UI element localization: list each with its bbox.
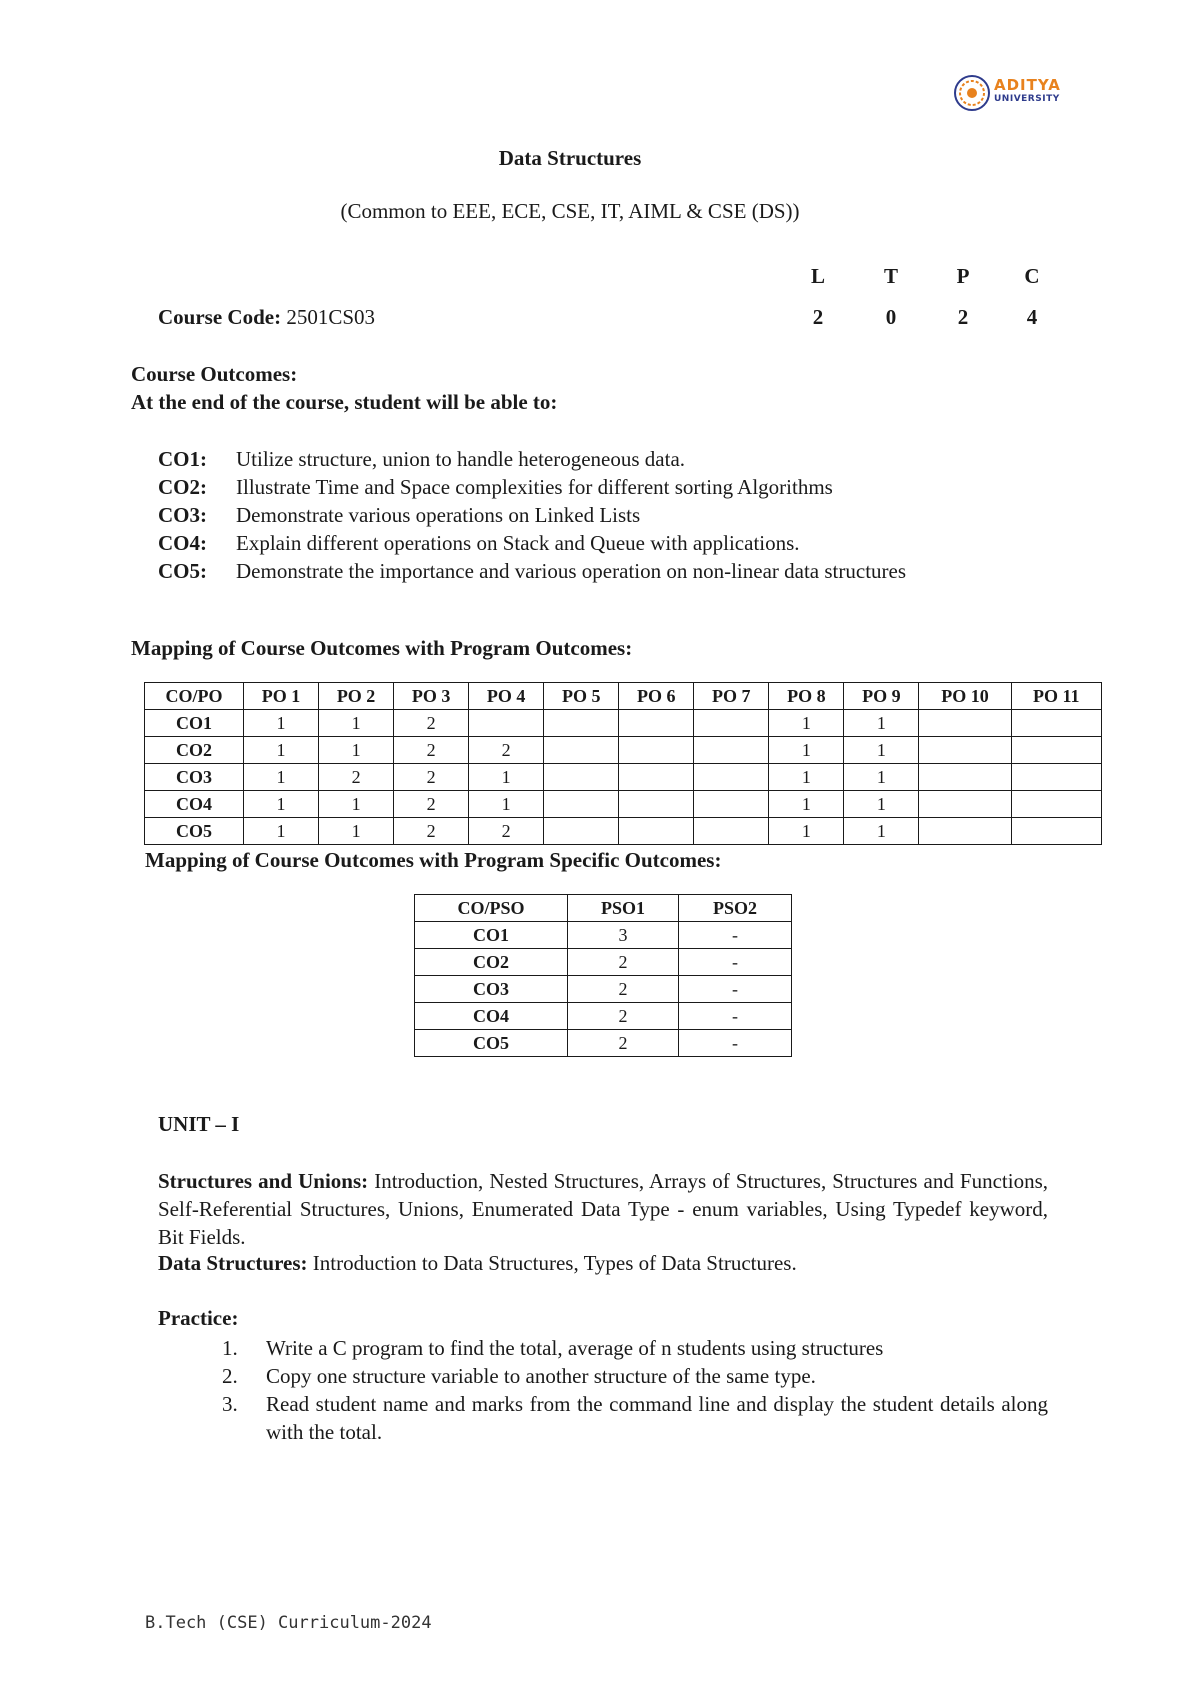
po-cell: 1 <box>769 818 844 845</box>
po-cell: 2 <box>394 791 469 818</box>
po-cell <box>544 818 619 845</box>
po-header-cell: PO 1 <box>244 683 319 710</box>
po-cell: 1 <box>844 737 919 764</box>
po-row-label: CO5 <box>145 818 244 845</box>
practice-list <box>222 1334 1048 1446</box>
po-cell: 2 <box>394 710 469 737</box>
outcomes-intro: At the end of the course, student will be able to: <box>131 390 558 414</box>
po-cell: 1 <box>469 791 544 818</box>
po-header-cell: PO 10 <box>919 683 1011 710</box>
pso-table-row <box>415 949 792 976</box>
po-cell <box>469 710 544 737</box>
po-cell <box>919 791 1011 818</box>
ltpc-value-l: 2 <box>812 305 824 329</box>
data-structures-line <box>158 1251 797 1276</box>
pso-cell: - <box>679 976 792 1003</box>
po-header-cell: PO 9 <box>844 683 919 710</box>
po-cell <box>694 710 769 737</box>
po-cell <box>544 791 619 818</box>
po-cell <box>919 710 1011 737</box>
po-row-label: CO4 <box>145 791 244 818</box>
outcome-text: Explain different operations on Stack and Queue with applications. <box>236 531 800 555</box>
course-code-label: Course Code: <box>158 305 282 329</box>
po-header-cell: PO 7 <box>694 683 769 710</box>
po-cell: 1 <box>244 818 319 845</box>
po-header-cell: CO/PO <box>145 683 244 710</box>
logo-sub: UNIVERSITY <box>994 94 1060 104</box>
pso-header-cell: CO/PSO <box>415 895 568 922</box>
practice-item <box>222 1390 1048 1446</box>
po-mapping-title: Mapping of Course Outcomes with Program Outcomes: <box>131 636 633 660</box>
po-table-row <box>145 737 1102 764</box>
unit-heading: UNIT – I <box>158 1112 240 1136</box>
po-cell: 2 <box>394 764 469 791</box>
seal-icon <box>955 76 989 110</box>
po-table-row <box>145 764 1102 791</box>
po-cell: 1 <box>319 791 394 818</box>
pso-row-label: CO5 <box>415 1030 568 1057</box>
logo-name: ADITYA <box>994 76 1061 94</box>
po-cell <box>919 818 1011 845</box>
practice-num: 2. <box>222 1364 238 1388</box>
po-cell: 1 <box>844 818 919 845</box>
course-code <box>158 305 375 330</box>
po-cell: 1 <box>244 737 319 764</box>
outcome-text: Utilize structure, union to handle heterogeneous data. <box>236 447 686 471</box>
po-cell <box>619 764 694 791</box>
practice-text: Copy one structure variable to another structure of the same type. <box>266 1364 816 1388</box>
po-cell <box>619 737 694 764</box>
pso-cell: 2 <box>568 1030 679 1057</box>
po-cell <box>694 737 769 764</box>
pso-table-row <box>415 1003 792 1030</box>
pso-row-label: CO1 <box>415 922 568 949</box>
po-cell: 1 <box>844 710 919 737</box>
practice-heading: Practice: <box>158 1306 239 1330</box>
po-cell: 1 <box>844 764 919 791</box>
po-header-cell: PO 5 <box>544 683 619 710</box>
ltpc-header-l: L <box>810 264 825 288</box>
ltpc-header-p: P <box>956 264 970 288</box>
po-cell <box>544 710 619 737</box>
po-cell <box>544 764 619 791</box>
po-cell <box>919 737 1011 764</box>
pso-cell: 2 <box>568 949 679 976</box>
ds-text: Introduction to Data Structures, Types of Data Structures. <box>312 1251 797 1275</box>
structures-label: Structures and Unions: <box>158 1169 369 1193</box>
pso-mapping-title: Mapping of Course Outcomes with Program Specific Outcomes: <box>145 848 722 872</box>
pso-header-cell: PSO2 <box>679 895 792 922</box>
pso-cell: 3 <box>568 922 679 949</box>
outcome-item <box>158 529 906 557</box>
po-header-cell: PO 2 <box>319 683 394 710</box>
po-table-row <box>145 710 1102 737</box>
po-cell: 1 <box>244 791 319 818</box>
practice-text: Read student name and marks from the command line and display the student details along with the total. <box>266 1392 1048 1444</box>
pso-cell: 2 <box>568 1003 679 1030</box>
pso-cell: - <box>679 922 792 949</box>
outcome-text: Demonstrate various operations on Linked Lists <box>236 503 641 527</box>
ltpc-value-c: 4 <box>1026 305 1038 329</box>
outcome-key: CO4: <box>158 531 207 555</box>
po-cell <box>1011 791 1101 818</box>
po-cell: 1 <box>769 791 844 818</box>
ltpc-value-p: 2 <box>957 305 969 329</box>
po-cell <box>1011 818 1101 845</box>
po-mapping-table <box>144 682 1102 845</box>
structures-paragraph <box>158 1167 1048 1251</box>
po-header-cell: PO 4 <box>469 683 544 710</box>
structures-text: Introduction, Nested Structures, Arrays of Structures, Structures and Functions, Self-Referential Structures, Unions, Enumerated Data Type - enum variables, Using Typedef keyword, Bit Fields. <box>158 1169 1049 1249</box>
po-cell <box>619 710 694 737</box>
outcome-key: CO3: <box>158 503 207 527</box>
practice-text: Write a C program to find the total, average of n students using structures <box>266 1336 884 1360</box>
po-cell <box>619 791 694 818</box>
outcome-key: CO2: <box>158 475 207 499</box>
po-header-cell: PO 8 <box>769 683 844 710</box>
po-cell <box>619 818 694 845</box>
po-cell <box>1011 764 1101 791</box>
po-cell <box>919 764 1011 791</box>
po-cell: 2 <box>319 764 394 791</box>
po-cell: 1 <box>844 791 919 818</box>
practice-num: 1. <box>222 1336 238 1360</box>
po-row-label: CO2 <box>145 737 244 764</box>
po-table-row <box>145 818 1102 845</box>
pso-row-label: CO2 <box>415 949 568 976</box>
po-cell: 1 <box>319 818 394 845</box>
outcome-item <box>158 501 906 529</box>
pso-table-row <box>415 922 792 949</box>
outcome-item <box>158 445 906 473</box>
po-cell: 1 <box>769 737 844 764</box>
pso-header-row <box>415 895 792 922</box>
po-cell <box>544 737 619 764</box>
po-cell <box>694 791 769 818</box>
pso-row-label: CO3 <box>415 976 568 1003</box>
ltpc-header-t: T <box>883 264 898 288</box>
po-table-row <box>145 791 1102 818</box>
pso-table-row <box>415 1030 792 1057</box>
po-header-cell: PO 6 <box>619 683 694 710</box>
ltpc-value-t: 0 <box>885 305 897 329</box>
po-cell: 2 <box>394 818 469 845</box>
outcome-key: CO5: <box>158 559 207 583</box>
po-cell: 1 <box>319 737 394 764</box>
po-cell <box>694 764 769 791</box>
page-footer: B.Tech (CSE) Curriculum-2024 <box>145 1613 432 1633</box>
outcome-text: Demonstrate the importance and various operation on non-linear data structures <box>236 559 907 583</box>
po-header-cell: PO 3 <box>394 683 469 710</box>
pso-table-row <box>415 976 792 1003</box>
po-cell <box>1011 710 1101 737</box>
practice-num: 3. <box>222 1392 238 1416</box>
page-title: Data Structures <box>498 146 642 170</box>
course-code-value: 2501CS03 <box>286 305 376 329</box>
pso-cell: - <box>679 1003 792 1030</box>
po-cell: 2 <box>394 737 469 764</box>
po-cell: 2 <box>469 737 544 764</box>
ltpc-header-c: C <box>1024 264 1040 288</box>
po-cell: 2 <box>469 818 544 845</box>
po-cell: 1 <box>244 764 319 791</box>
outcome-item <box>158 473 906 501</box>
po-cell <box>694 818 769 845</box>
pso-row-label: CO4 <box>415 1003 568 1030</box>
outcomes-heading: Course Outcomes: <box>131 362 298 386</box>
po-cell: 1 <box>769 710 844 737</box>
pso-mapping-table <box>414 894 792 1057</box>
practice-item <box>222 1362 1048 1390</box>
pso-cell: - <box>679 949 792 976</box>
po-header-cell: PO 11 <box>1011 683 1101 710</box>
ds-label: Data Structures: <box>158 1251 308 1275</box>
po-cell: 1 <box>244 710 319 737</box>
po-cell: 1 <box>319 710 394 737</box>
po-header-row <box>145 683 1102 710</box>
pso-cell: 2 <box>568 976 679 1003</box>
pso-header-cell: PSO1 <box>568 895 679 922</box>
po-row-label: CO1 <box>145 710 244 737</box>
outcome-key: CO1: <box>158 447 207 471</box>
po-row-label: CO3 <box>145 764 244 791</box>
outcome-item <box>158 557 906 585</box>
po-cell <box>1011 737 1101 764</box>
po-cell: 1 <box>469 764 544 791</box>
university-logo <box>952 70 1062 116</box>
page-subtitle: (Common to EEE, ECE, CSE, IT, AIML & CSE (DS)) <box>340 199 800 223</box>
outcome-text: Illustrate Time and Space complexities for different sorting Algorithms <box>236 475 833 499</box>
practice-item <box>222 1334 1048 1362</box>
outcomes-list <box>158 445 906 585</box>
po-cell: 1 <box>769 764 844 791</box>
pso-cell: - <box>679 1030 792 1057</box>
